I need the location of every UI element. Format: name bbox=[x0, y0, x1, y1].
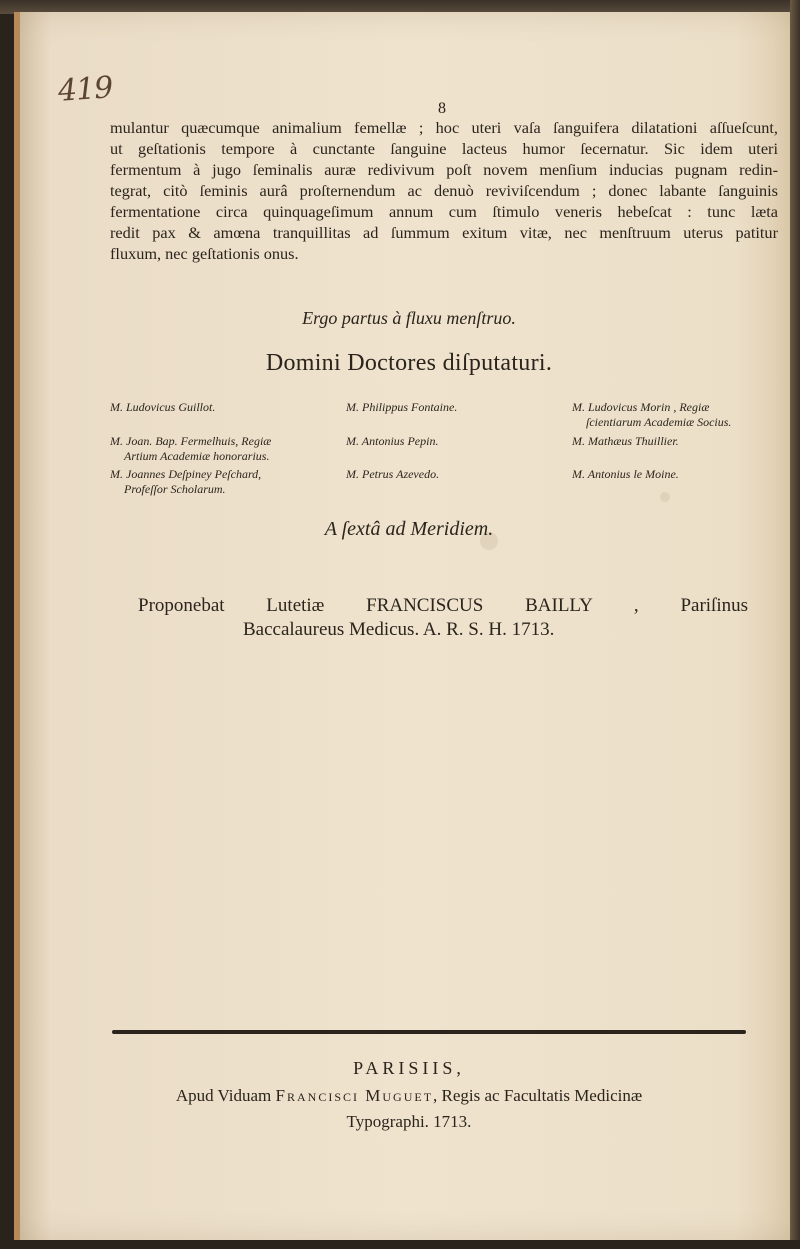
proponent-line: Proponebat Lutetiæ FRANCISCUS BAILLY , Pariſinus bbox=[138, 595, 748, 616]
proponent-statement bbox=[138, 594, 748, 642]
paper-stain bbox=[660, 492, 670, 502]
body-line: tegrat, citò ſeminis aurâ proſternendum ac denuò reviviſcendum ; donec labante ſanguinis bbox=[110, 181, 778, 200]
doctor-entry: M. Joannes Deſpiney Peſchard, bbox=[110, 467, 262, 481]
book-bottom-edge bbox=[0, 1240, 800, 1249]
imprint-publisher-name: Francisci Muguet bbox=[275, 1086, 434, 1105]
body-line: fermentum à jugo ſeminalis auræ redivivum poſt novem menſium inducias pugnam redin- bbox=[110, 160, 778, 179]
imprint-city: PARISIIS, bbox=[353, 1058, 465, 1078]
doctor-entry: M. Joan. Bap. Fermelhuis, Regiæ bbox=[110, 434, 272, 448]
doctor-entry: M. Antonius Pepin. bbox=[346, 434, 439, 448]
thesis-statement: Ergo partus à fluxu menſtruo. bbox=[302, 308, 516, 328]
doctor-entry: M. Mathæus Thuillier. bbox=[572, 434, 679, 448]
imprint-publisher bbox=[20, 1086, 798, 1106]
disputation-time: A ſextâ ad Meridiem. bbox=[324, 518, 494, 540]
doctor-entry-continued: Profeſſor Scholarum. bbox=[124, 482, 226, 496]
doctor-entry: M. Ludovicus Morin , Regiæ bbox=[572, 400, 710, 414]
doctor-entry: M. Ludovicus Guillot. bbox=[110, 400, 216, 414]
body-line: redit pax & amœna tranquillitas ad ſummum exitum vitæ, nec menſtruum uterus patitur bbox=[110, 223, 778, 242]
doctors-heading: Domini Doctores diſputaturi. bbox=[265, 350, 553, 376]
page-number: 8 bbox=[438, 100, 446, 117]
imprint-typographer: Typographi. 1713. bbox=[346, 1112, 472, 1131]
imprint-publisher-part: , Regis ac Facultatis Medicinæ bbox=[433, 1086, 643, 1105]
imprint-publisher-part: Apud Viduam bbox=[175, 1086, 272, 1105]
body-line: fluxum, nec geſtationis onus. bbox=[110, 244, 299, 263]
doctor-entry-continued: Artium Academiæ honorarius. bbox=[124, 449, 270, 463]
body-line: ut geſtationis tempore à cunctante ſanguine lacteus humor ſecernatur. Sic idem uteri bbox=[110, 139, 778, 158]
body-paragraph bbox=[110, 117, 778, 264]
handwritten-folio-number: 419 bbox=[56, 70, 114, 109]
doctor-entry: M. Antonius le Moine. bbox=[572, 467, 679, 481]
doctor-entry: M. Philippus Fontaine. bbox=[346, 400, 458, 414]
doctor-entry-continued: ſcientiarum Academiæ Socius. bbox=[586, 415, 732, 429]
body-line: mulantur quæcumque animalium femellæ ; hoc uteri vaſa ſanguifera dilatationi aſſueſcunt, bbox=[110, 118, 778, 137]
document-page bbox=[14, 12, 798, 1240]
book-spine-edge bbox=[790, 0, 800, 1249]
body-line: fermentatione circa quinquageſimum annum cum ſtimulo veneris hebeſcat : tunc læta bbox=[110, 202, 778, 221]
doctor-entry: M. Petrus Azevedo. bbox=[346, 467, 440, 481]
proponent-line: Baccalaureus Medicus. A. R. S. H. 1713. bbox=[243, 619, 555, 640]
divider-rule bbox=[112, 1030, 746, 1034]
